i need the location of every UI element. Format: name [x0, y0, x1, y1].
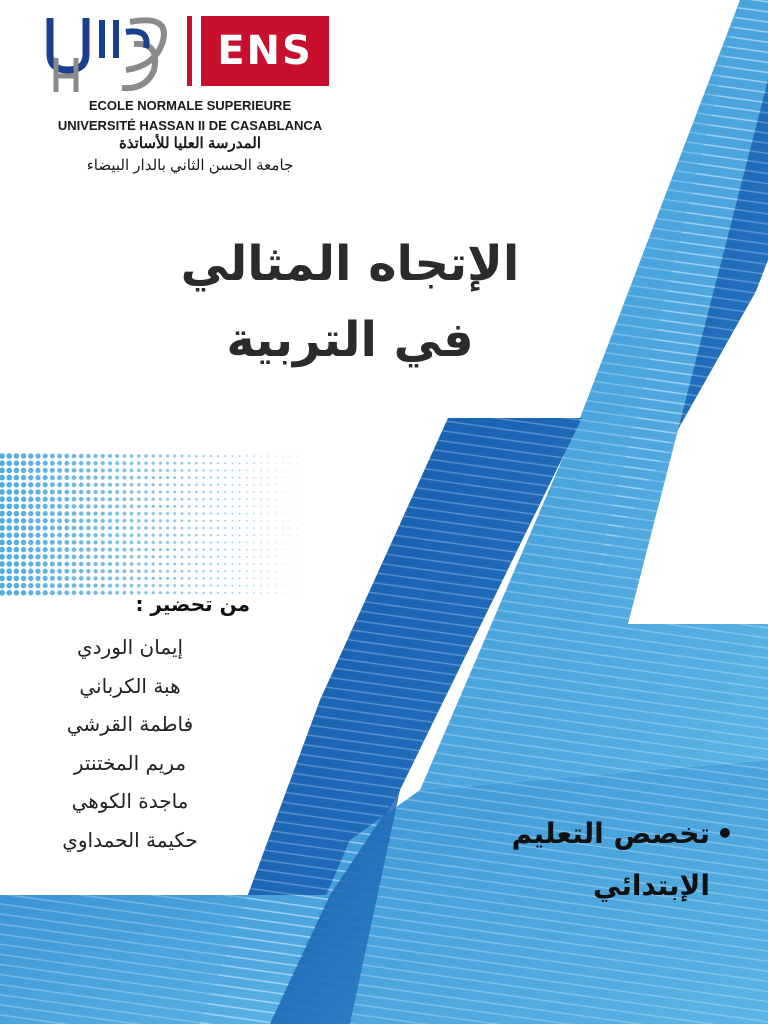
- author-name: حكيمة الحمداوي: [62, 827, 198, 852]
- ens-logo-bar: [187, 16, 192, 86]
- author-name: مريم المختنتر: [73, 750, 187, 775]
- uh2c-logo: [42, 14, 182, 94]
- document-title-line-1: الإتجاه المثالي: [180, 236, 520, 292]
- school-name-ar: المدرسة العليا للأساتذة: [118, 135, 262, 152]
- author-name: فاطمة القرشي: [66, 712, 194, 736]
- specialization-line-1: [430, 808, 740, 860]
- school-name-fr: ECOLE NORMALE SUPERIEURE: [88, 98, 292, 113]
- document-title-line-2: في التربية: [226, 312, 474, 368]
- specialization-text-2: الإبتدائي: [592, 869, 710, 902]
- university-name-ar: جامعة الحسن الثاني بالدار البيضاء: [86, 157, 294, 174]
- dot-pattern: [0, 453, 298, 596]
- university-name-fr: UNIVERSITÉ HASSAN II DE CASABLANCA: [57, 118, 323, 133]
- prepared-by-heading: من تحضير :: [135, 592, 250, 616]
- author-name: ماجدة الكوهي: [71, 789, 189, 813]
- author-name: إيمان الوردي: [76, 635, 184, 659]
- ens-logo: ENS: [201, 16, 329, 86]
- bullet-icon: •: [716, 817, 734, 850]
- specialization-line-2: [430, 860, 740, 912]
- author-name: هبة الكرباني: [79, 673, 181, 698]
- specialization-text-1: تخصص التعليم: [511, 817, 710, 850]
- author-list: [20, 628, 240, 859]
- specialization: [430, 808, 740, 912]
